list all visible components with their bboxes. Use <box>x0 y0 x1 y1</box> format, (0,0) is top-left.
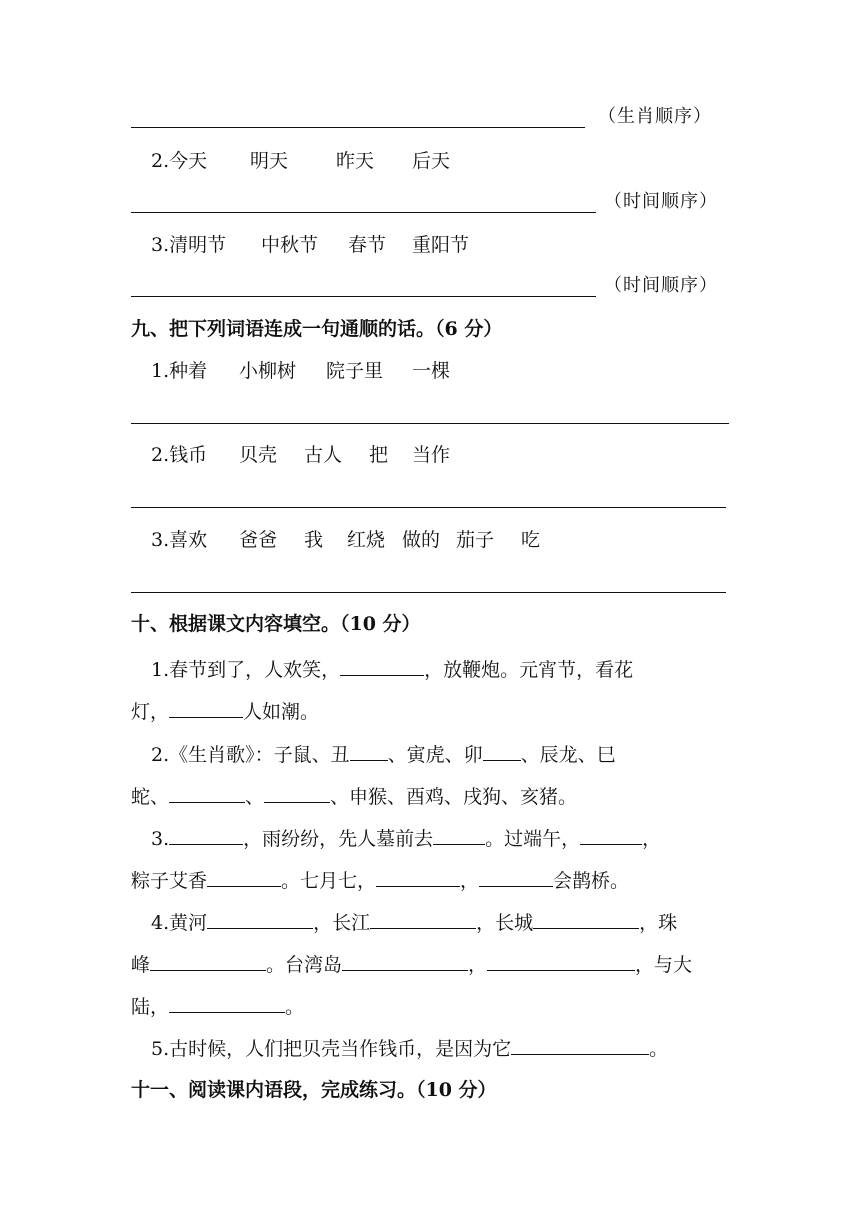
fill-blank[interactable] <box>433 825 485 845</box>
word: 古人 <box>304 444 343 466</box>
answer-line-s9-1[interactable] <box>131 423 729 424</box>
s10-q2-line1: 2.《生肖歌》：子鼠、丑 、寅虎、卯 、辰龙、巳 <box>151 741 616 768</box>
answer-line-order-1[interactable] <box>131 127 585 128</box>
section-10-title: 十、根据课文内容填空。（10 分） <box>131 613 421 635</box>
word: 贝壳 <box>239 444 278 466</box>
word: 爸爸 <box>239 529 278 551</box>
order-item-3 <box>151 232 470 258</box>
answer-line-order-2[interactable] <box>131 212 596 213</box>
fill-blank[interactable] <box>479 867 553 887</box>
fill-blank[interactable] <box>150 951 266 971</box>
fill-blank[interactable] <box>350 741 388 761</box>
word: 今天 <box>169 150 208 172</box>
word: 吃 <box>521 529 541 551</box>
item-number: 2. <box>151 444 170 466</box>
s10-q4-line3: 陆， 。 <box>131 993 304 1020</box>
word: 做的 <box>402 529 441 551</box>
item-number: 3. <box>151 234 170 256</box>
s9-item-2 <box>151 442 451 468</box>
word: 春节 <box>348 234 387 256</box>
answer-line-s9-2[interactable] <box>131 507 726 508</box>
fill-blank[interactable] <box>169 698 243 718</box>
word: 我 <box>304 529 324 551</box>
fill-blank[interactable] <box>169 993 285 1013</box>
fill-blank[interactable] <box>340 656 424 676</box>
fill-blank[interactable] <box>487 951 635 971</box>
word: 茄子 <box>456 529 495 551</box>
s10-q5: 5.古时候，人们把贝壳当作钱币，是因为它 。 <box>151 1035 668 1062</box>
fill-blank[interactable] <box>376 867 460 887</box>
word: 中秋节 <box>261 234 319 256</box>
word: 后天 <box>412 150 451 172</box>
s10-q1-line2: 灯， 人如潮。 <box>131 698 319 725</box>
word: 当作 <box>412 444 451 466</box>
word: 小柳树 <box>239 360 297 382</box>
fill-blank[interactable] <box>483 741 521 761</box>
word: 把 <box>369 444 389 466</box>
section-9-title: 九、把下列词语连成一句通顺的话。（6 分） <box>131 318 503 340</box>
s10-q2-line2: 蛇、 、 、申猴、酉鸡、戌狗、亥猪。 <box>131 783 577 810</box>
s10-q4-line1: 4.黄河 ，长江 ，长城 ，珠 <box>151 909 677 936</box>
s9-item-1 <box>151 358 451 384</box>
item-number: 3. <box>151 529 170 551</box>
order-hint-zodiac: （生肖顺序） <box>598 106 712 127</box>
item-number: 2. <box>151 150 170 172</box>
fill-blank[interactable] <box>580 825 642 845</box>
order-hint-time: （时间顺序） <box>604 275 718 296</box>
word: 种着 <box>169 360 208 382</box>
fill-blank[interactable] <box>342 951 468 971</box>
fill-blank[interactable] <box>169 783 245 803</box>
s10-q4-line2: 峰 。台湾岛 ， ，与大 <box>131 951 692 978</box>
fill-blank[interactable] <box>207 867 281 887</box>
fill-blank[interactable] <box>264 783 330 803</box>
word: 红烧 <box>347 529 386 551</box>
section-11-title: 十一、阅读课内语段，完成练习。（10 分） <box>131 1079 497 1101</box>
word: 明天 <box>250 150 289 172</box>
s10-q3-line2: 粽子艾香 。七月七， ， 会鹊桥。 <box>131 867 629 894</box>
word: 喜欢 <box>169 529 208 551</box>
s10-q1-line1: 1.春节到了，人欢笑， ，放鞭炮。元宵节，看花 <box>151 656 633 683</box>
order-item-2 <box>151 148 451 174</box>
word: 重阳节 <box>412 234 470 256</box>
fill-blank[interactable] <box>533 909 639 929</box>
item-number: 1. <box>151 360 170 382</box>
word: 钱币 <box>169 444 208 466</box>
word: 清明节 <box>169 234 227 256</box>
s10-q3-line1: 3. ，雨纷纷，先人墓前去 。过端午， ， <box>151 825 661 852</box>
word: 昨天 <box>336 150 375 172</box>
word: 院子里 <box>326 360 384 382</box>
fill-blank[interactable] <box>169 825 243 845</box>
order-hint-time: （时间顺序） <box>604 191 718 212</box>
answer-line-order-3[interactable] <box>131 296 596 297</box>
fill-blank[interactable] <box>207 909 313 929</box>
s9-item-3 <box>151 527 541 553</box>
word: 一棵 <box>412 360 451 382</box>
answer-line-s9-3[interactable] <box>131 592 726 593</box>
fill-blank[interactable] <box>511 1035 649 1055</box>
fill-blank[interactable] <box>370 909 476 929</box>
